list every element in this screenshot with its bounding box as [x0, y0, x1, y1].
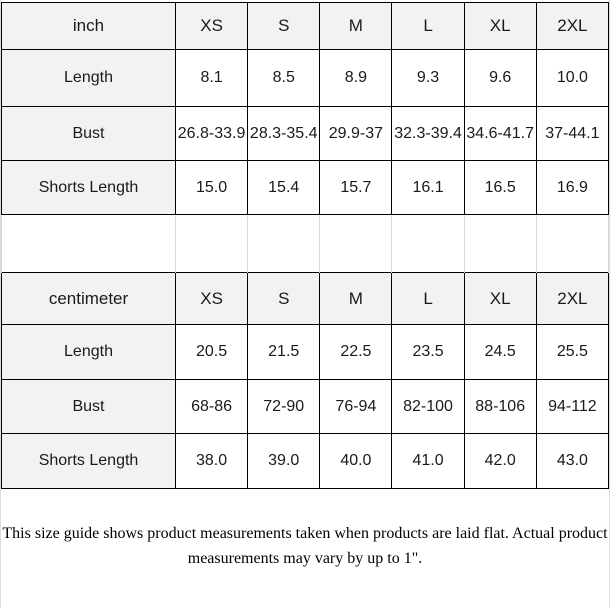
spacer-cell	[464, 215, 536, 273]
measurement-cell: 15.0	[176, 161, 248, 215]
measurement-cell: 28.3-35.4	[248, 107, 320, 161]
centimeter-size-table	[2, 273, 609, 489]
measurement-cell: 26.8-33.9	[176, 107, 248, 161]
row-label-cell: Shorts Length	[2, 434, 176, 489]
measurement-cell: 37-44.1	[536, 107, 608, 161]
note-line: This size guide shows product measurements taken when products are laid flat. Actual product	[2, 525, 608, 542]
measurement-cell: 20.5	[176, 325, 248, 380]
measurement-cell: 76-94	[320, 380, 392, 434]
table-row	[2, 434, 609, 489]
row-label-cell: Shorts Length	[2, 161, 176, 215]
unit-header-cell: centimeter	[2, 273, 176, 325]
row-label-cell: Length	[2, 325, 176, 380]
measurement-cell: 15.7	[320, 161, 392, 215]
spacer-cell	[2, 215, 176, 273]
spacer-cell	[320, 215, 392, 273]
measurement-cell: 68-86	[176, 380, 248, 434]
size-chart-table	[1, 2, 609, 489]
size-header-cell: XL	[464, 273, 536, 325]
measurement-cell: 16.5	[464, 161, 536, 215]
measurement-cell: 8.5	[248, 50, 320, 107]
measurement-cell: 9.3	[392, 50, 464, 107]
size-guide-note	[1, 521, 609, 571]
measurement-cell: 42.0	[464, 434, 536, 489]
measurement-cell: 10.0	[536, 50, 608, 107]
size-header-cell: XL	[464, 3, 536, 50]
measurement-cell: 43.0	[536, 434, 608, 489]
measurement-cell: 23.5	[392, 325, 464, 380]
measurement-cell: 25.5	[536, 325, 608, 380]
measurement-cell: 39.0	[248, 434, 320, 489]
table-row	[2, 161, 609, 215]
size-header-cell: L	[392, 3, 464, 50]
table-row	[2, 50, 609, 107]
measurement-cell: 88-106	[464, 380, 536, 434]
spacer-cell	[176, 215, 248, 273]
measurement-cell: 72-90	[248, 380, 320, 434]
measurement-cell: 82-100	[392, 380, 464, 434]
measurement-cell: 94-112	[536, 380, 608, 434]
size-header-cell: XS	[176, 273, 248, 325]
size-header-cell: S	[248, 3, 320, 50]
measurement-cell: 8.1	[176, 50, 248, 107]
table-row	[2, 107, 609, 161]
size-header-cell: M	[320, 3, 392, 50]
row-label-cell: Bust	[2, 380, 176, 434]
measurement-cell: 22.5	[320, 325, 392, 380]
spacer-cell	[248, 215, 320, 273]
size-header-cell: L	[392, 273, 464, 325]
size-header-cell: 2XL	[536, 273, 608, 325]
measurement-cell: 16.9	[536, 161, 608, 215]
note-line: measurements may vary by up to 1".	[187, 550, 423, 567]
unit-header-cell: inch	[2, 3, 176, 50]
table-row	[2, 380, 609, 434]
spacer-cell	[392, 215, 464, 273]
measurement-cell: 9.6	[464, 50, 536, 107]
measurement-cell: 38.0	[176, 434, 248, 489]
size-header-cell: XS	[176, 3, 248, 50]
size-header-cell: S	[248, 273, 320, 325]
spacer-cell	[536, 215, 608, 273]
table-row	[2, 325, 609, 380]
size-header-cell: M	[320, 273, 392, 325]
measurement-cell: 24.5	[464, 325, 536, 380]
measurement-cell: 34.6-41.7	[464, 107, 536, 161]
measurement-cell: 15.4	[248, 161, 320, 215]
measurement-cell: 21.5	[248, 325, 320, 380]
inch-size-table	[2, 3, 609, 215]
unit-table-spacer	[2, 215, 609, 273]
measurement-cell: 40.0	[320, 434, 392, 489]
measurement-cell: 16.1	[392, 161, 464, 215]
row-label-cell: Bust	[2, 107, 176, 161]
table-header-row	[2, 273, 609, 325]
measurement-cell: 41.0	[392, 434, 464, 489]
size-header-cell: 2XL	[536, 3, 608, 50]
spacer-row	[2, 215, 609, 273]
measurement-cell: 8.9	[320, 50, 392, 107]
measurement-cell: 29.9-37	[320, 107, 392, 161]
row-label-cell: Length	[2, 50, 176, 107]
measurement-cell: 32.3-39.4	[392, 107, 464, 161]
table-header-row	[2, 3, 609, 50]
